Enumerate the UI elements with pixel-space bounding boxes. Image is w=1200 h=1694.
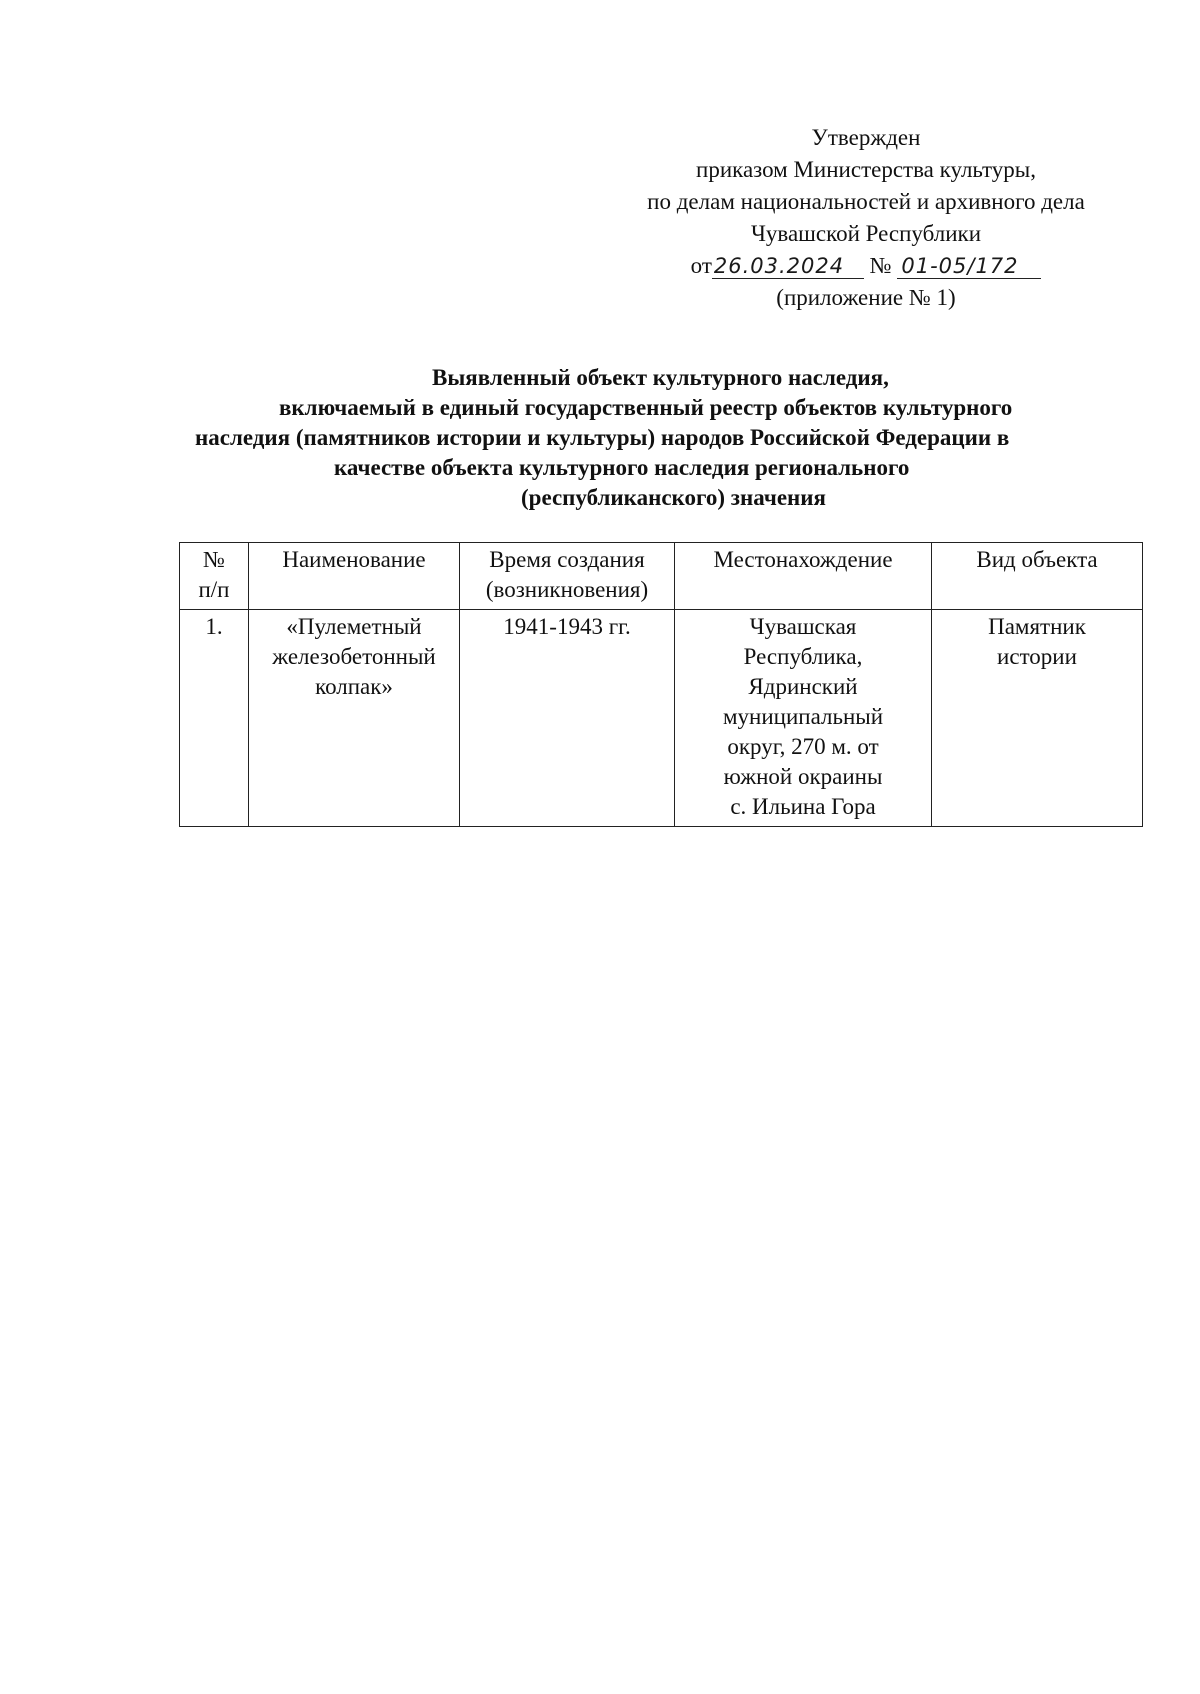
table-header-row bbox=[180, 543, 1143, 610]
handwritten-order-number: 01-05/172 bbox=[897, 254, 1041, 279]
approval-block bbox=[600, 122, 1132, 314]
cell-location-line: округ, 270 м. от bbox=[727, 734, 879, 759]
cell-name-line: железобетонный bbox=[272, 644, 436, 669]
handwritten-date: 26.03.2024 bbox=[712, 254, 864, 279]
approval-line-ministry: по делам национальностей и архивного дела bbox=[647, 189, 1085, 214]
cell-location-line: Республика, bbox=[743, 644, 863, 669]
approval-date-line bbox=[600, 250, 1132, 282]
cell-number: 1. bbox=[180, 610, 249, 827]
cell-type bbox=[932, 610, 1143, 827]
cell-location-line: муниципальный bbox=[722, 704, 884, 729]
cell-type-line: Памятник bbox=[988, 614, 1086, 639]
cell-location bbox=[675, 610, 932, 827]
document-title bbox=[150, 363, 1150, 513]
title-line-1: Выявленный объект культурного наследия, bbox=[432, 365, 889, 390]
cell-name-line: «Пулеметный bbox=[286, 614, 422, 639]
title-line-3: наследия (памятников истории и культуры) народов Российской Федерации в bbox=[195, 425, 1010, 450]
heritage-objects-table bbox=[179, 542, 1143, 827]
approval-line-approved: Утвержден bbox=[811, 125, 921, 150]
header-time-line-2: (возникновения) bbox=[485, 577, 649, 602]
header-time bbox=[460, 543, 675, 610]
header-type: Вид объекта bbox=[932, 543, 1143, 610]
cell-name bbox=[249, 610, 460, 827]
header-number-line-2: п/п bbox=[198, 577, 230, 602]
cell-location-line: южной окраины bbox=[723, 764, 883, 789]
cell-location-line: Чувашская bbox=[749, 614, 857, 639]
cell-location-line: с. Ильина Гора bbox=[730, 794, 876, 819]
cell-location-line: Ядринский bbox=[748, 674, 858, 699]
header-location: Местонахождение bbox=[675, 543, 932, 610]
number-prefix: № bbox=[869, 253, 892, 278]
table-row bbox=[180, 610, 1143, 827]
title-line-4: качестве объекта культурного наследия регионального bbox=[334, 455, 910, 480]
approval-line-republic: Чувашской Республики bbox=[750, 221, 982, 246]
cell-name-line: колпак» bbox=[315, 674, 393, 699]
header-number-line-1: № bbox=[203, 547, 225, 572]
title-line-5: (республиканского) значения bbox=[521, 485, 826, 510]
appendix-label: (приложение № 1) bbox=[776, 285, 956, 310]
header-number bbox=[180, 543, 249, 610]
cell-type-line: истории bbox=[997, 644, 1077, 669]
approval-line-order: приказом Министерства культуры, bbox=[696, 157, 1036, 182]
cell-time: 1941-1943 гг. bbox=[460, 610, 675, 827]
header-time-line-1: Время создания bbox=[489, 547, 645, 572]
header-name: Наименование bbox=[249, 543, 460, 610]
date-prefix: от bbox=[690, 253, 712, 278]
title-line-2: включаемый в единый государственный реестр объектов культурного bbox=[279, 395, 1013, 420]
